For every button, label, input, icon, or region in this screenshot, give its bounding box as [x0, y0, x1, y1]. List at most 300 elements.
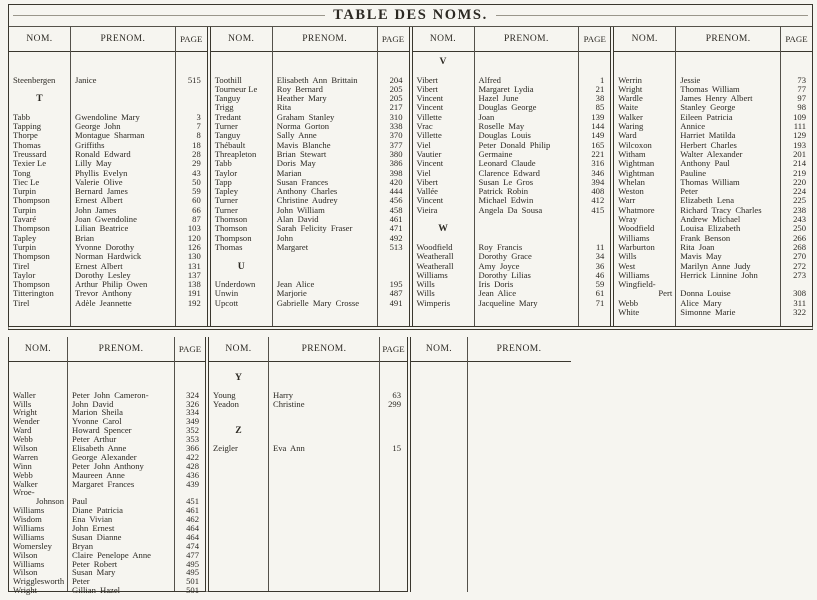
- prenom-cell: Margaret: [276, 241, 309, 252]
- page-cell: [579, 224, 610, 234]
- nom-cell: Walker: [13, 478, 38, 489]
- nom-cell: Williams: [13, 505, 45, 516]
- nom-cell: Winn: [13, 460, 32, 471]
- nom-cell: Williams: [13, 523, 45, 534]
- nom-cell: Wilson: [13, 443, 38, 454]
- nom-cell: Wills: [13, 398, 32, 409]
- table-row: [614, 57, 812, 66]
- nom-cell: Wray: [618, 214, 637, 225]
- prenom-cell: Susan Le Gros: [478, 176, 534, 187]
- table-row: [209, 400, 407, 409]
- nom-cell: Ward: [618, 130, 637, 141]
- nom-cell: Walker: [618, 111, 643, 122]
- prenom-cell: Frank Benson: [680, 232, 731, 243]
- nom-cell: Wisdom: [13, 514, 42, 525]
- prenom-cell: Janice: [75, 74, 97, 85]
- nom-cell: Thomson: [214, 223, 248, 234]
- nom-cell: Tabb: [13, 111, 31, 122]
- prenom-cell: Jessie: [680, 74, 701, 85]
- prenom-cell: Harry: [273, 389, 294, 400]
- letter-header: W: [438, 223, 448, 235]
- page-cell: 492: [389, 232, 403, 243]
- table-row: [9, 480, 205, 489]
- prenom-cell: George John: [75, 121, 121, 132]
- nom-cell: Johnson: [35, 496, 64, 507]
- nom-cell: Wills: [416, 288, 435, 299]
- page-cell: 487: [389, 288, 403, 299]
- nom-cell: Thomas: [13, 139, 41, 150]
- prenom-cell: Amy Joyce: [478, 260, 520, 271]
- nom-cell: Warburton: [618, 241, 655, 252]
- nom-cell: Ward: [13, 425, 32, 436]
- prenom-cell: Jacqueline Mary: [478, 297, 538, 308]
- table-row: [209, 382, 407, 391]
- page-cell: 458: [389, 204, 403, 215]
- nom-cell: Tapley: [214, 186, 239, 197]
- nom-cell: Williams: [618, 232, 650, 243]
- column-body: [9, 52, 207, 326]
- nom-cell: Taylor: [214, 167, 238, 178]
- prenom-cell: Rita Joan: [680, 241, 715, 252]
- nom-header: NOM.: [429, 34, 457, 44]
- prenom-cell: John David: [72, 398, 114, 409]
- page-cell: 3: [196, 111, 201, 122]
- page-cell: [175, 364, 205, 373]
- prenom-cell: Alice Mary: [680, 297, 722, 308]
- page-cell: 165: [591, 139, 605, 150]
- prenom-cell: Alfred: [478, 74, 501, 85]
- prenom-cell: [67, 364, 175, 373]
- nom-cell: Wills: [618, 251, 637, 262]
- page-cell: 299: [388, 398, 401, 409]
- page-cell: 61: [595, 288, 605, 299]
- page-cell: 130: [187, 251, 201, 262]
- page-cell: 129: [793, 130, 806, 141]
- nom-cell: Weston: [618, 186, 644, 197]
- page-cell: 238: [793, 204, 806, 215]
- column-header-row: [9, 337, 205, 362]
- column-header-row: [211, 27, 409, 52]
- nom-cell: [9, 57, 70, 66]
- prenom-cell: Peter Robert: [72, 558, 118, 569]
- prenom-cell: [268, 373, 380, 382]
- nom-cell: Texier Le: [13, 158, 47, 169]
- page-cell: 461: [389, 214, 403, 225]
- prenom-cell: Peter Donald Philip: [478, 139, 551, 150]
- nom-cell: Vincent: [416, 195, 444, 206]
- nom-cell: West: [618, 260, 636, 271]
- prenom-cell: [268, 408, 380, 417]
- nom-cell: Vincent: [416, 158, 444, 169]
- column-divider: [67, 337, 68, 591]
- column-header-row: [209, 337, 407, 362]
- page-cell: 268: [793, 241, 806, 252]
- nom-cell: Vautier: [416, 148, 442, 159]
- nom-cell: Wilson: [13, 567, 38, 578]
- prenom-cell: Annice: [680, 121, 706, 132]
- prenom-cell: Dorothy Lilias: [478, 269, 531, 280]
- table-row: [211, 94, 409, 103]
- prenom-cell: Graham Stanley: [276, 111, 335, 122]
- page-cell: 346: [591, 167, 605, 178]
- column-body: [9, 362, 205, 595]
- prenom-cell: Brian Stewart: [276, 148, 327, 159]
- nom-cell: Turpin: [13, 186, 37, 197]
- nom-cell: Turner: [214, 204, 238, 215]
- page-cell: 87: [192, 214, 201, 225]
- table-row: [211, 243, 409, 252]
- page-cell: 85: [595, 102, 605, 113]
- page-cell: 310: [389, 111, 403, 122]
- prenom-cell: Ernest Albert: [75, 195, 123, 206]
- table-row: [211, 159, 409, 168]
- nom-cell: Wright: [13, 585, 37, 596]
- table-row: [211, 299, 409, 308]
- page-cell: 398: [389, 167, 403, 178]
- column-body: [211, 52, 409, 326]
- page-cell: 192: [187, 297, 201, 308]
- prenom-cell: Elizabeth Lena: [680, 195, 735, 206]
- nom-cell: Viel: [416, 167, 431, 178]
- nom-cell: Steenbergen: [13, 74, 56, 85]
- page-cell: [579, 215, 610, 224]
- table-row: [9, 373, 205, 382]
- page-cell: 491: [389, 297, 403, 308]
- nom-cell: [209, 408, 268, 417]
- prenom-cell: Griffiths: [75, 139, 105, 150]
- letter-header: V: [439, 56, 447, 67]
- nom-cell: Vincent: [416, 93, 444, 104]
- prenom-cell: Christine Audrey: [276, 195, 338, 206]
- page-cell: 334: [186, 407, 199, 418]
- prenom-cell: [268, 426, 380, 435]
- prenom-cell: Susan Dianne: [72, 531, 122, 542]
- page-cell: [380, 417, 407, 426]
- nom-cell: Wrigglesworth: [13, 576, 65, 587]
- page-cell: [378, 262, 409, 272]
- page-cell: 272: [793, 260, 806, 271]
- nom-cell: Thomson: [214, 214, 248, 225]
- prenom-cell: Yvonne Dorothy: [75, 241, 135, 252]
- prenom-cell: John James: [75, 204, 117, 215]
- nom-cell: Upcott: [214, 297, 239, 308]
- prenom-cell: Yvonne Carol: [72, 416, 122, 427]
- prenom-cell: Roselle May: [478, 121, 525, 132]
- prenom-cell: Margaret Frances: [72, 478, 135, 489]
- prenom-cell: Germaine: [478, 148, 513, 159]
- page-cell: 21: [595, 83, 605, 94]
- page-cell: 324: [186, 389, 199, 400]
- page-cell: 77: [797, 83, 806, 94]
- prenom-cell: Adèle Jeannette: [75, 297, 132, 308]
- prenom-cell: [67, 373, 175, 382]
- nom-cell: Wright: [618, 83, 643, 94]
- page-cell: 349: [186, 416, 199, 427]
- page-cell: 273: [793, 269, 806, 280]
- page-cell: [380, 408, 407, 417]
- nom-cell: Williams: [416, 269, 448, 280]
- page-cell: 201: [793, 148, 806, 159]
- nom-cell: Turpin: [13, 204, 37, 215]
- nom-cell: Unwin: [214, 288, 239, 299]
- letter-header: Z: [235, 425, 242, 437]
- prenom-cell: Ronald Edward: [75, 148, 131, 159]
- page-cell: 270: [793, 251, 806, 262]
- prenom-cell: Roy Francis: [478, 241, 523, 252]
- nom-cell: Weatherall: [416, 260, 454, 271]
- prenom-cell: Trevor Anthony: [75, 288, 132, 299]
- page-cell: 311: [793, 297, 806, 308]
- page-cell: 266: [793, 232, 806, 243]
- page-header: PAGE: [382, 344, 405, 354]
- page-cell: [378, 57, 409, 66]
- page-cell: 386: [389, 158, 403, 169]
- nom-cell: Warr: [618, 195, 636, 206]
- column-header-row: [411, 337, 571, 362]
- prenom-cell: Roy Bernard: [276, 83, 323, 94]
- nom-cell: Vrac: [416, 121, 433, 132]
- prenom-cell: Pauline: [680, 167, 707, 178]
- page-cell: 18: [192, 139, 201, 150]
- page-cell: 7: [196, 121, 201, 132]
- nom-cell: [9, 373, 67, 382]
- nom-cell: Weatherall: [416, 251, 454, 262]
- prenom-cell: Louisa Elizabeth: [680, 223, 741, 234]
- page-cell: 131: [187, 260, 201, 271]
- nom-cell: Villette: [416, 130, 442, 141]
- prenom-cell: Thomas William: [680, 176, 740, 187]
- nom-cell: Titterington: [13, 288, 54, 299]
- nom-cell: Thompson: [13, 195, 50, 206]
- prenom-header: PRENOM.: [705, 34, 751, 44]
- page-cell: 73: [797, 74, 806, 85]
- nom-cell: Tabb: [214, 158, 232, 169]
- page-cell: 353: [186, 434, 199, 445]
- column-header-row: [413, 27, 611, 52]
- page-cell: 29: [192, 158, 201, 169]
- table-row: [413, 57, 611, 66]
- nom-cell: Underdown: [214, 279, 256, 290]
- prenom-cell: Eva Ann: [273, 443, 305, 454]
- bottom-table-column-1: [8, 337, 205, 596]
- prenom-header: PRENOM.: [100, 34, 146, 44]
- page-cell: 28: [192, 148, 201, 159]
- prenom-cell: Douglas Louis: [478, 130, 531, 141]
- column-divider: [675, 27, 676, 326]
- nom-cell: Webb: [618, 297, 639, 308]
- prenom-cell: John William: [276, 204, 325, 215]
- prenom-cell: Peter Arthur: [72, 434, 117, 445]
- column-header-row: [614, 27, 812, 52]
- page-cell: 464: [186, 523, 199, 534]
- prenom-cell: Lilly May: [75, 158, 112, 169]
- prenom-cell: Andrew Michael: [680, 214, 741, 225]
- nom-cell: Thompson: [214, 232, 252, 243]
- page-cell: 436: [186, 469, 199, 480]
- page-cell: 221: [591, 148, 605, 159]
- page-header: PAGE: [785, 34, 808, 44]
- prenom-cell: Harriet Matilda: [680, 130, 736, 141]
- nom-cell: Vibert: [416, 74, 438, 85]
- nom-cell: Wimperis: [416, 297, 451, 308]
- nom-header: NOM.: [26, 34, 53, 44]
- table-row: [413, 206, 611, 215]
- page-cell: 515: [187, 74, 201, 85]
- page-cell: [380, 426, 407, 435]
- nom-cell: Waller: [13, 389, 36, 400]
- table-row: [209, 408, 407, 417]
- prenom-cell: Doris May: [276, 158, 316, 169]
- letter-header: T: [36, 93, 43, 105]
- page-cell: 513: [389, 241, 403, 252]
- nom-cell: [9, 364, 67, 373]
- nom-cell: Tapp: [214, 176, 232, 187]
- nom-cell: Vallée: [416, 186, 438, 197]
- top-table-column-1: [9, 27, 207, 326]
- nom-cell: Wender: [13, 416, 40, 427]
- table-row: [211, 280, 409, 289]
- page-cell: 1: [599, 74, 605, 85]
- nom-cell: Wingfield-: [618, 279, 656, 290]
- nom-cell: Webb: [13, 434, 33, 445]
- column-body: [209, 362, 407, 591]
- page-cell: 66: [192, 204, 201, 215]
- nom-cell: Tapley: [13, 232, 37, 243]
- prenom-header: PRENOM.: [302, 34, 348, 44]
- nom-cell: Thompson: [13, 223, 50, 234]
- page-cell: [380, 373, 407, 382]
- prenom-cell: Diane Patricia: [72, 505, 123, 516]
- prenom-cell: James Henry Albert: [680, 93, 753, 104]
- prenom-cell: Herbert Charles: [680, 139, 737, 150]
- page-cell: 38: [595, 93, 605, 104]
- page-cell: 126: [187, 241, 201, 252]
- prenom-cell: Herrick Linnine John: [680, 269, 758, 280]
- nom-cell: Wightman: [618, 158, 655, 169]
- page-header: PAGE: [583, 34, 606, 44]
- nom-cell: Trigg: [214, 102, 234, 113]
- page-cell: 428: [186, 460, 199, 471]
- prenom-cell: Clarence Edward: [478, 167, 540, 178]
- table-row: [413, 224, 611, 233]
- column-divider: [174, 337, 175, 591]
- nom-header: NOM.: [24, 344, 52, 354]
- page-cell: 250: [793, 223, 806, 234]
- table-row: [211, 262, 409, 271]
- page-cell: 326: [186, 398, 199, 409]
- names-table-top: [8, 4, 813, 330]
- page-header: PAGE: [178, 344, 202, 354]
- page-cell: 205: [389, 93, 403, 104]
- prenom-header: PRENOM.: [98, 344, 144, 354]
- page-cell: 149: [591, 130, 605, 141]
- page-cell: 377: [389, 139, 403, 150]
- nom-cell: Villette: [416, 111, 442, 122]
- prenom-cell: Jean Alice: [276, 279, 315, 290]
- nom-cell: Tavaré: [13, 214, 37, 225]
- nom-cell: Young: [213, 389, 236, 400]
- prenom-cell: Ernest Albert: [75, 260, 123, 271]
- prenom-cell: Norma Gorton: [276, 121, 330, 132]
- prenom-cell: Douglas George: [478, 102, 537, 113]
- nom-cell: Waite: [618, 102, 639, 113]
- page-header: PAGE: [180, 34, 203, 44]
- nom-header: NOM.: [228, 34, 255, 44]
- column-divider: [377, 27, 378, 326]
- table-row: [209, 435, 407, 444]
- prenom-cell: Peter John Cameron-: [72, 389, 149, 400]
- prenom-cell: Marion Sheila: [72, 407, 123, 418]
- top-table-column-2: [207, 27, 409, 326]
- page-cell: [176, 103, 207, 112]
- nom-cell: Taylor: [13, 269, 36, 280]
- nom-cell: Viel: [416, 139, 431, 150]
- table-row: [209, 373, 407, 382]
- prenom-cell: Gillian Hazel: [72, 585, 121, 596]
- table-row: [9, 94, 207, 103]
- prenom-cell: Marian: [276, 167, 302, 178]
- page-cell: 98: [797, 102, 806, 113]
- table-row: [9, 586, 205, 595]
- prenom-cell: Gwendoline Mary: [75, 111, 140, 122]
- page-cell: 60: [192, 195, 201, 206]
- page-cell: 43: [192, 167, 201, 178]
- top-table-column-3: [409, 27, 611, 326]
- prenom-cell: George Alexander: [72, 451, 137, 462]
- table-row: [614, 66, 812, 75]
- prenom-cell: Leonard Claude: [478, 158, 536, 169]
- prenom-cell: Valerie Olive: [75, 176, 123, 187]
- page-cell: 139: [591, 111, 605, 122]
- nom-cell: Tirel: [13, 260, 30, 271]
- page-cell: 370: [389, 130, 403, 141]
- table-row: [9, 76, 207, 85]
- prenom-cell: Gabrielle Mary Crosse: [276, 297, 360, 308]
- column-divider: [175, 27, 176, 326]
- page-cell: 120: [187, 232, 201, 243]
- bottom-table-column-3: [407, 337, 571, 592]
- page-cell: 205: [389, 83, 403, 94]
- page-cell: 63: [392, 389, 401, 400]
- prenom-cell: John Ernest: [72, 523, 115, 534]
- prenom-cell: Mavis Blanche: [276, 139, 331, 150]
- column-body: [614, 52, 812, 326]
- top-table-column-4: [610, 27, 812, 326]
- prenom-cell: Sarah Felicity Fraser: [276, 223, 353, 234]
- nom-cell: [211, 57, 272, 66]
- nom-cell: Toothill: [214, 74, 242, 85]
- nom-cell: Webb: [13, 469, 33, 480]
- page-cell: 204: [389, 74, 403, 85]
- prenom-cell: Bernard James: [75, 186, 128, 197]
- page-cell: [781, 57, 812, 66]
- column-divider: [780, 27, 781, 326]
- table-title-bar: [9, 5, 812, 27]
- table-row: [211, 57, 409, 66]
- table-row: [9, 299, 207, 308]
- prenom-cell: Walter Alexander: [680, 148, 743, 159]
- page-cell: 316: [591, 158, 605, 169]
- nom-cell: Zeigler: [213, 443, 238, 454]
- nom-cell: Williams: [13, 558, 45, 569]
- page-cell: 97: [797, 93, 806, 104]
- nom-cell: Pert: [658, 288, 673, 299]
- prenom-cell: Angela Da Sousa: [478, 204, 543, 215]
- page-cell: 415: [591, 204, 605, 215]
- page-cell: 59: [595, 279, 605, 290]
- prenom-cell: Mavis May: [680, 251, 722, 262]
- prenom-cell: Susan Frances: [276, 176, 329, 187]
